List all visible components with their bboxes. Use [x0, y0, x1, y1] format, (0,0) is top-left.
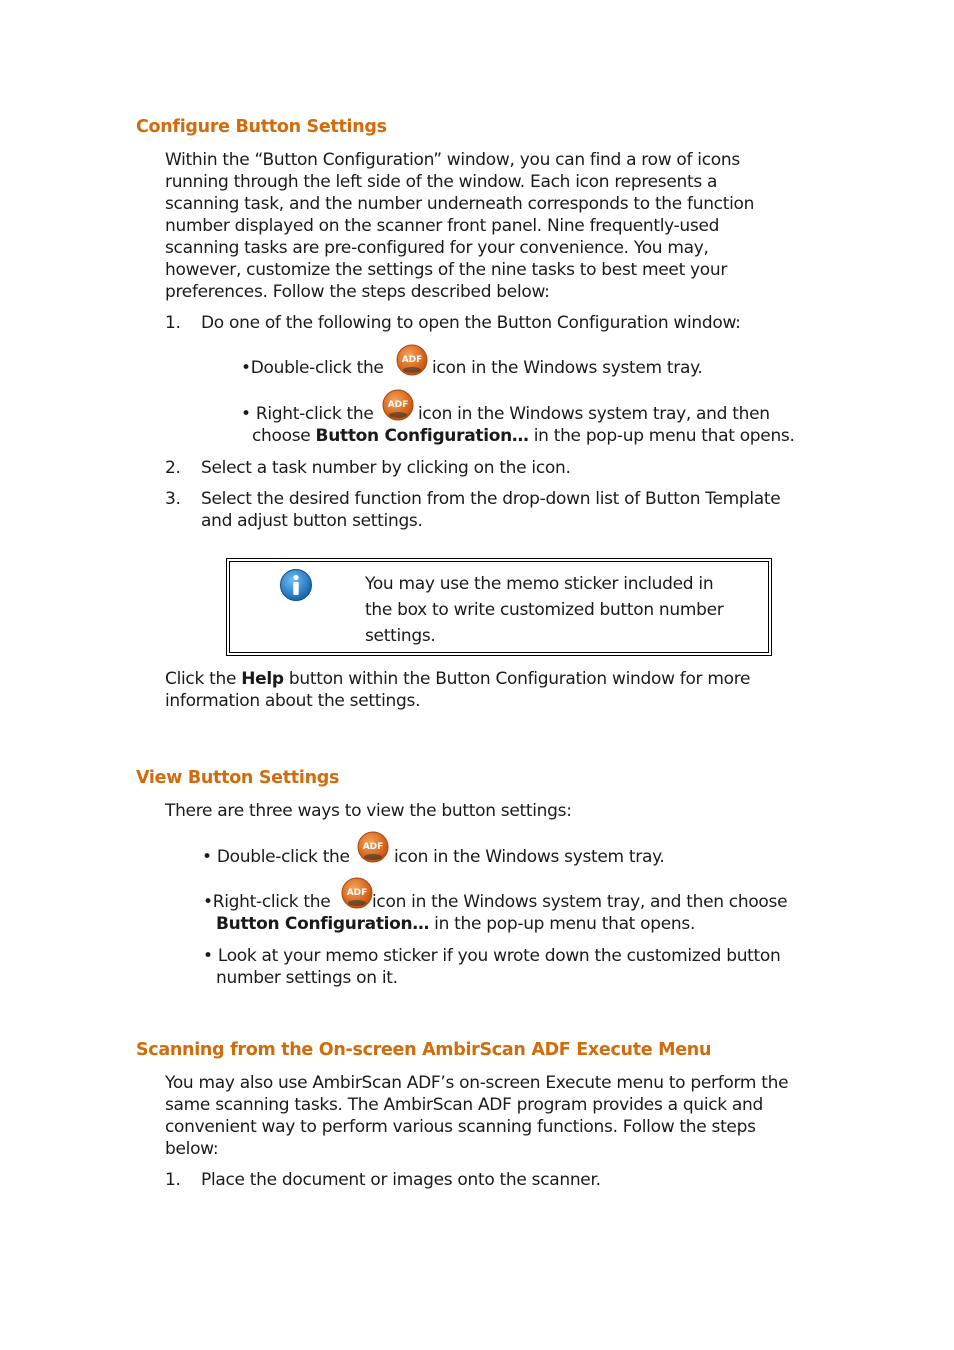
step-line: Select the desired function from the drop-down list of Button Template	[201, 489, 781, 509]
intro-line: below:	[165, 1139, 219, 1159]
intro-paragraph	[165, 149, 754, 303]
section-heading-view: View Button Settings	[136, 768, 340, 788]
bullet-text-line2	[216, 913, 695, 935]
bullet-text: •Double-click the	[241, 358, 384, 378]
text-span: Click the	[165, 669, 242, 689]
text-span: choose	[252, 426, 316, 446]
intro-line: convenient way to perform various scanning functions. Follow the steps	[165, 1117, 756, 1137]
intro-line: however, customize the settings of the nine tasks to best meet your	[165, 260, 728, 280]
text-span: in the pop-up menu that opens.	[429, 914, 696, 934]
adf-icon-label: ADF	[387, 400, 409, 410]
adf-icon-label: ADF	[362, 842, 384, 852]
memo-text	[365, 571, 723, 649]
step-text: Select a task number by clicking on the icon.	[201, 458, 571, 478]
bullet-text: • Double-click the	[202, 847, 350, 867]
step-line: and adjust button settings.	[201, 511, 423, 531]
adf-icon-label: ADF	[401, 355, 423, 365]
adf-tray-icon	[396, 344, 428, 376]
bold-term: Button Configuration…	[315, 426, 529, 446]
adf-tray-icon	[382, 389, 414, 421]
intro-paragraph: There are three ways to view the button settings:	[165, 801, 572, 821]
memo-line: settings.	[365, 626, 436, 646]
help-line: information about the settings.	[165, 691, 421, 711]
help-paragraph	[165, 668, 750, 712]
intro-line: running through the left side of the window. Each icon represents a	[165, 172, 718, 192]
section-heading-configure: Configure Button Settings	[136, 117, 387, 137]
step-text: Place the document or images onto the scanner.	[201, 1170, 601, 1190]
bullet-text: • Right-click the	[241, 404, 374, 424]
adf-tray-icon	[341, 877, 373, 909]
step-text: Do one of the following to open the Button Configuration window:	[201, 313, 741, 333]
info-icon	[279, 568, 313, 602]
intro-line: Within the “Button Configuration” window, you can find a row of icons	[165, 150, 740, 170]
bullet-text: icon in the Windows system tray.	[394, 847, 665, 867]
memo-line: the box to write customized button number	[365, 600, 724, 620]
section-heading-execute-menu: Scanning from the On-screen AmbirScan ADF Execute Menu	[136, 1040, 712, 1060]
bullet-text: icon in the Windows system tray, and then	[418, 404, 770, 424]
bullet-text: •Right-click the	[203, 892, 331, 912]
intro-line: same scanning tasks. The AmbirScan ADF program provides a quick and	[165, 1095, 764, 1115]
intro-line: number displayed on the scanner front panel. Nine frequently-used	[165, 216, 720, 236]
adf-icon-label: ADF	[346, 888, 368, 898]
intro-line: scanning task, and the number underneath corresponds to the function	[165, 194, 755, 214]
help-line	[165, 668, 750, 690]
bullet-text: icon in the Windows system tray, and then choose	[372, 892, 788, 912]
bullet-text	[203, 945, 781, 989]
step-number: 2.	[165, 458, 181, 478]
intro-paragraph	[165, 1072, 788, 1160]
intro-line: preferences. Follow the steps described below:	[165, 282, 550, 302]
memo-line: You may use the memo sticker included in	[365, 574, 714, 594]
text-span: button within the Button Configuration window for more	[283, 669, 751, 689]
step-text	[201, 488, 780, 532]
step-number: 3.	[165, 489, 181, 509]
bullet-text-line2	[252, 425, 795, 447]
step-number: 1.	[165, 313, 181, 333]
bullet-line: number settings on it.	[216, 968, 398, 988]
intro-line: You may also use AmbirScan ADF’s on-screen Execute menu to perform the	[165, 1073, 789, 1093]
intro-line: scanning tasks are pre-configured for your convenience. You may,	[165, 238, 709, 258]
bullet-line: • Look at your memo sticker if you wrote down the customized button	[203, 946, 781, 966]
bold-term: Help	[241, 669, 284, 689]
bold-term: Button Configuration…	[216, 914, 430, 934]
bullet-text: icon in the Windows system tray.	[432, 358, 703, 378]
step-number: 1.	[165, 1170, 181, 1190]
text-span: in the pop-up menu that opens.	[528, 426, 795, 446]
adf-tray-icon	[357, 831, 389, 863]
